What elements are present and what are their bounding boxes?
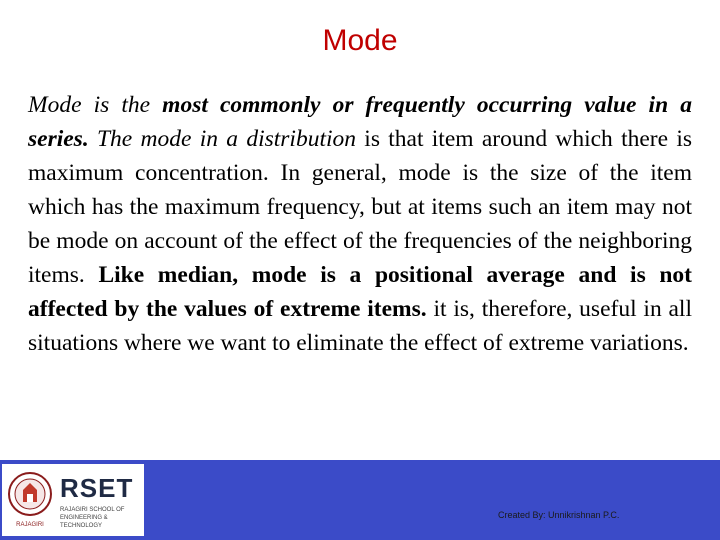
text-segment: Mode is the [28,92,163,118]
logo-subtitle: RAJAGIRI SCHOOL OF ENGINEERING & TECHNOLOGY [60,507,125,529]
logo-wordmark: RSET [60,473,134,503]
footer-bar [0,460,720,540]
text-segment: Like median, mode is a positional average and is not affected by the values of extreme items. [28,262,693,322]
author-credit: Created By: Unnikrishnan P.C. [498,510,620,520]
college-seal-icon [6,468,54,530]
text-segment: mode in a distribution [140,126,356,152]
text-segment: is that item around which there is maximum concentration. In general, mode is the size of the item which has the maximum frequency, but at items such an item may not be mode on account of the effect of the frequencies of the neighboring items. [28,126,692,288]
body-paragraph [28,88,692,360]
rset-logo [2,464,144,536]
text-segment: The [88,126,141,152]
text-segment: most commonly or frequently occurring value in a series. [28,92,692,152]
svg-text:RAJAGIRI: RAJAGIRI [16,522,44,528]
text-segment: it is, therefore, useful in all situations where we want to eliminate the effect of extreme variations. [28,296,692,356]
slide-title: Mode [322,24,398,57]
